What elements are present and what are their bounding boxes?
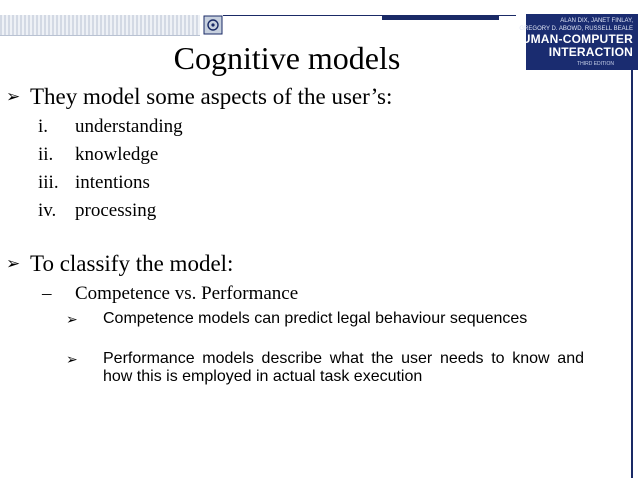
list-item: knowledge xyxy=(75,144,159,165)
header-accent-bar xyxy=(382,15,499,20)
sub-item-performance: Performance models describe what the user needs to know and how this is employed in actual task execution xyxy=(103,350,584,385)
list-number: i. xyxy=(38,116,49,137)
book-edition: THIRD EDITION xyxy=(577,61,614,67)
bullet-arrow-icon: ➢ xyxy=(6,87,21,107)
subheading: Competence vs. Performance xyxy=(75,283,299,304)
list-item: understanding xyxy=(75,116,183,137)
decoration-icon xyxy=(203,15,223,35)
bullet-point-1: They model some aspects of the user’s: xyxy=(30,84,393,109)
bullet-arrow-icon: ➢ xyxy=(6,254,21,274)
list-number: ii. xyxy=(38,144,54,165)
list-number: iv. xyxy=(38,200,57,221)
dash-bullet: – xyxy=(42,283,52,304)
bullet-point-2: To classify the model: xyxy=(30,251,234,276)
list-item: processing xyxy=(75,200,157,221)
book-title: HUMAN-COMPUTER INTERACTION xyxy=(512,32,633,59)
sub-bullet-arrow-icon: ➢ xyxy=(66,352,78,368)
right-border-rule xyxy=(631,60,633,478)
list-item: intentions xyxy=(75,172,150,193)
header-decoration-strip xyxy=(0,15,200,36)
book-authors: ALAN DIX, JANET FINLAY, GREGORY D. ABOWD, RUSSELL BEALE xyxy=(519,18,633,32)
sub-bullet-arrow-icon: ➢ xyxy=(66,312,78,328)
slide-title: Cognitive models xyxy=(173,40,401,76)
list-number: iii. xyxy=(38,172,59,193)
sub-item-competence: Competence models can predict legal behaviour sequences xyxy=(103,310,528,327)
